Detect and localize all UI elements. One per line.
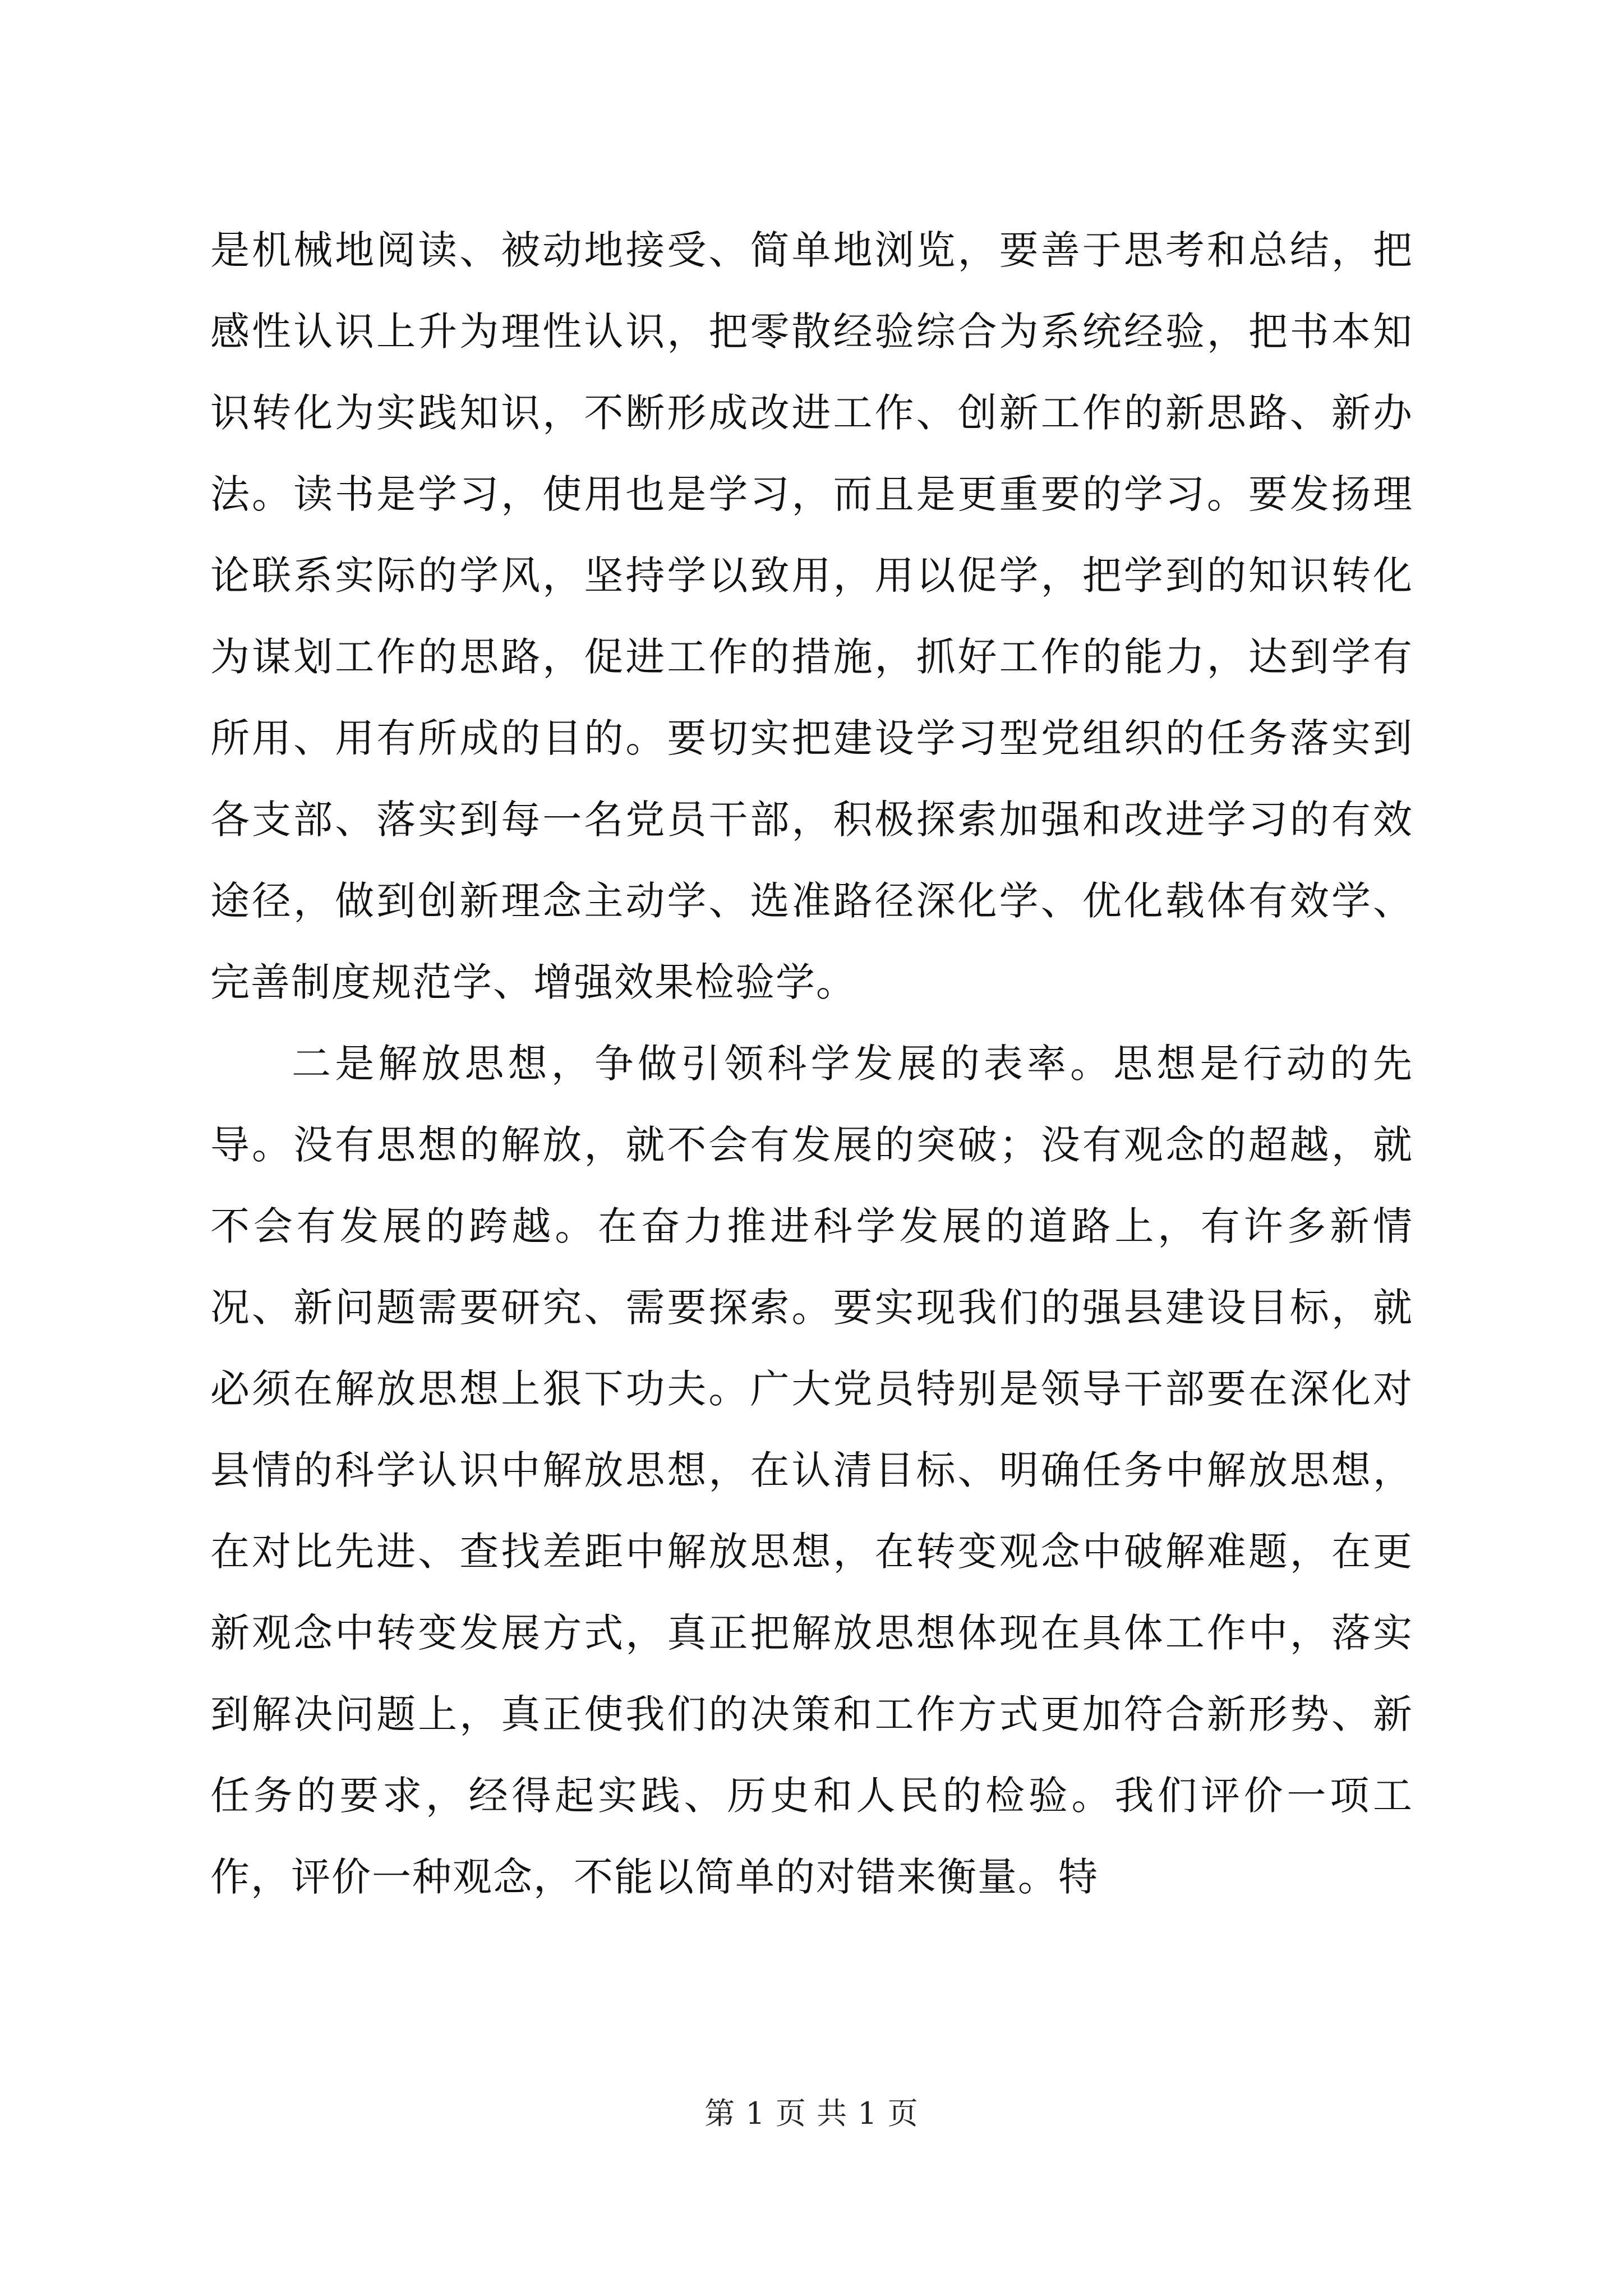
paragraph-1: 是机械地阅读、被动地接受、简单地浏览，要善于思考和总结，把感性认识上升为理性认识，把零散经验综合为系统经验，把书本知识转化为实践知识，不断形成改进工作、创新工作的新思路、新办法。读书是学习，使用也是学习，而且是更重要的学习。要发扬理论联系实际的学风，坚持学以致用，用以促学，把学到的知识转化为谋划工作的思路，促进工作的措施，抓好工作的能力，达到学有所用、用有所成的目的。要切实把建设学习型党组织的任务落实到各支部、落实到每一名党员干部，积极探索加强和改进学习的有效途径，做到创新理念主动学、选准路径深化学、优化载体有效学、完善制度规范学、增强效果检验学。 xyxy=(210,227,1413,1005)
paragraph-2: 二是解放思想，争做引领科学发展的表率。思想是行动的先导。没有思想的解放，就不会有发展的突破；没有观念的超越，就不会有发展的跨越。在奋力推进科学发展的道路上，有许多新情况、新问题需要研究、需要探索。要实现我们的强县建设目标，就必须在解放思想上狠下功夫。广大党员特别是领导干部要在深化对县情的科学认识中解放思想，在认清目标、明确任务中解放思想，在对比先进、查找差距中解放思想，在转变观念中破解难题，在更新观念中转变发展方式，真正把解放思想体现在具体工作中，落实到解决问题上，真正使我们的决策和工作方式更加符合新形势、新任务的要求，经得起实践、历史和人民的检验。我们评价一项工作，评价一种观念，不能以简单的对错来衡量。特 xyxy=(210,1041,1413,1900)
page-footer: 第 1 页 共 1 页 xyxy=(704,2096,919,2131)
document-body xyxy=(210,210,1413,1918)
